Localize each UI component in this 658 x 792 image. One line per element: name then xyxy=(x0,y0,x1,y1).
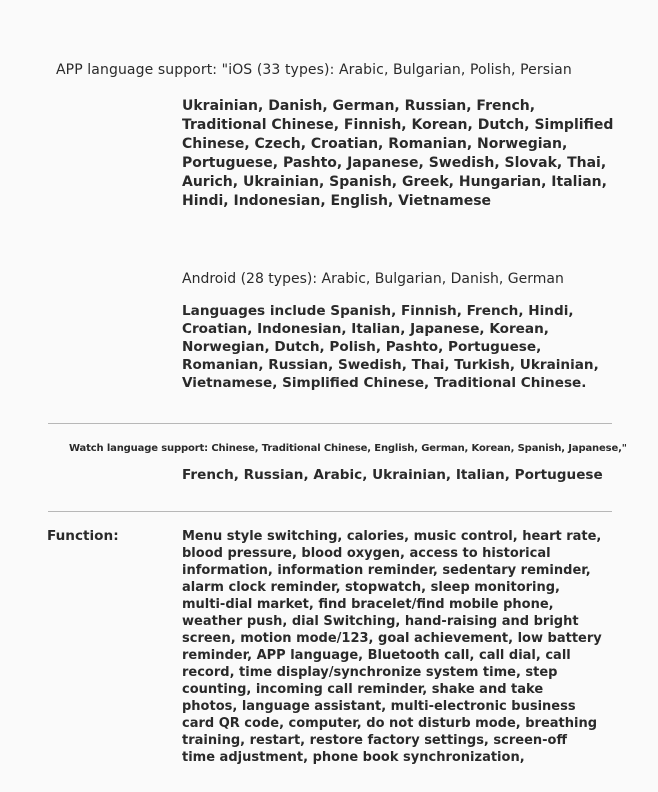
function-list: Menu style switching, calories, music control, heart rate, blood pressure, blood oxygen, access to historical information, information reminder, sedentary reminder, alarm clock reminder, stopwatch, sleep monitoring, multi-dial market, find bracelet/find mobile phone, weather push, dial Switching, hand-raising and bright screen, motion mode/123, goal achievement, low battery reminder, APP language, Bluetooth call, call dial, call record, time display/synchronize system time, step counting, incoming call reminder, shake and take photos, language assistant, multi-electronic business card QR code, computer, do not disturb mode, breathing training, restart, restore factory settings, screen-off time adjustment, phone book synchronization, xyxy=(182,529,602,765)
watch-language-label: Watch language support: Chinese, Traditional Chinese, English, German, Korean, Spanish, Japanese," xyxy=(69,443,627,454)
android-language-list: Languages include Spanish, Finnish, French, Hindi, Croatian, Indonesian, Italian, Japanese, Korean, Norwegian, Dutch, Polish, Pashto, Portuguese, Romanian, Russian, Swedish, Thai, Turkish, Ukrainian, Vietnamese, Simplified Chinese, Traditional Chinese. xyxy=(182,303,599,391)
ios-language-list: Ukrainian, Danish, German, Russian, French, Traditional Chinese, Finnish, Korean, Dutch, Simplified Chinese, Czech, Croatian, Romanian, Norwegian, Portuguese, Pashto, Japanese, Swedish, Slovak, Thai, Aurich, Ukrainian, Spanish, Greek, Hungarian, Italian, Hindi, Indonesian, English, Vietnamese xyxy=(182,98,614,209)
divider xyxy=(48,423,612,424)
watch-language-list: French, Russian, Arabic, Ukrainian, Italian, Portuguese xyxy=(182,467,603,483)
android-language-heading: Android (28 types): Arabic, Bulgarian, Danish, German xyxy=(182,271,564,287)
app-language-label: APP language support: "iOS (33 types): Arabic, Bulgarian, Polish, Persian xyxy=(56,62,572,78)
divider xyxy=(48,511,612,512)
function-label: Function: xyxy=(47,528,119,544)
